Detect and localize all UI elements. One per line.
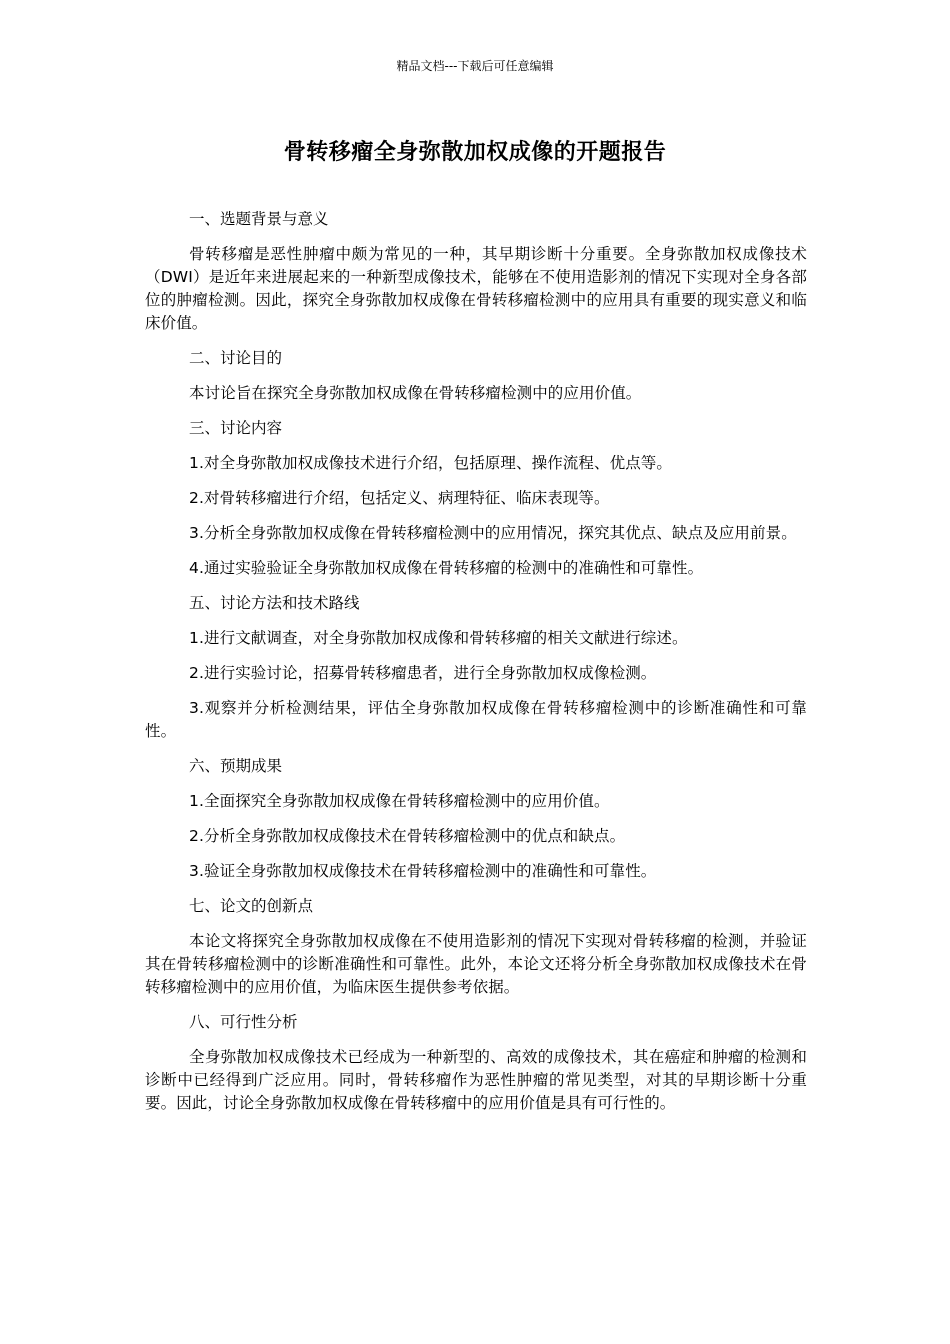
- section-heading: 六、预期成果: [189, 757, 283, 775]
- list-item: 2.进行实验讨论，招募骨转移瘤患者，进行全身弥散加权成像检测。: [189, 664, 657, 682]
- paragraph: 骨转移瘤是恶性肿瘤中颇为常见的一种，其早期诊断十分重要。全身弥散加权成像技术（DWI）是近年来进展起来的一种新型成像技术，能够在不使用造影剂的情况下实现对全身各部位的肿瘤检测。因此，探究全身弥散加权成像在骨转移瘤检测中的应用具有重要的现实意义和临床价值。: [145, 245, 807, 332]
- list-item: 3.观察并分析检测结果，评估全身弥散加权成像在骨转移瘤检测中的诊断准确性和可靠性。: [145, 699, 807, 740]
- section-heading: 五、讨论方法和技术路线: [189, 594, 360, 612]
- page-header: 精品文档---下载后可任意编辑: [396, 59, 554, 73]
- paragraph: 全身弥散加权成像技术已经成为一种新型的、高效的成像技术，其在癌症和肿瘤的检测和诊断中已经得到广泛应用。同时，骨转移瘤作为恶性肿瘤的常见类型，对其的早期诊断十分重要。因此，讨论全身弥散加权成像在骨转移瘤中的应用价值是具有可行性的。: [145, 1048, 807, 1112]
- section-heading: 三、讨论内容: [189, 419, 283, 437]
- list-item: 1.对全身弥散加权成像技术进行介绍，包括原理、操作流程、优点等。: [189, 454, 672, 472]
- list-item: 3.验证全身弥散加权成像技术在骨转移瘤检测中的准确性和可靠性。: [189, 862, 657, 880]
- list-item: 2.对骨转移瘤进行介绍，包括定义、病理特征、临床表现等。: [189, 489, 610, 507]
- section-heading: 二、讨论目的: [189, 349, 283, 367]
- list-item: 2.分析全身弥散加权成像技术在骨转移瘤检测中的优点和缺点。: [189, 827, 626, 845]
- list-item: 3.分析全身弥散加权成像在骨转移瘤检测中的应用情况，探究其优点、缺点及应用前景。: [189, 524, 797, 542]
- section-heading: 七、论文的创新点: [189, 897, 314, 915]
- list-item: 1.进行文献调查，对全身弥散加权成像和骨转移瘤的相关文献进行综述。: [189, 629, 688, 647]
- section-heading: 八、可行性分析: [189, 1013, 298, 1031]
- document-body: [145, 208, 807, 1127]
- section-heading: 一、选题背景与意义: [189, 210, 329, 228]
- paragraph: 本讨论旨在探究全身弥散加权成像在骨转移瘤检测中的应用价值。: [189, 384, 642, 402]
- list-item: 4.通过实验验证全身弥散加权成像在骨转移瘤的检测中的准确性和可靠性。: [189, 559, 704, 577]
- list-item: 1.全面探究全身弥散加权成像在骨转移瘤检测中的应用价值。: [189, 792, 610, 810]
- paragraph: 本论文将探究全身弥散加权成像在不使用造影剂的情况下实现对骨转移瘤的检测，并验证其在骨转移瘤检测中的诊断准确性和可靠性。此外，本论文还将分析全身弥散加权成像技术在骨转移瘤检测中的应用价值，为临床医生提供参考依据。: [145, 932, 807, 996]
- document-title: 骨转移瘤全身弥散加权成像的开题报告: [283, 140, 667, 165]
